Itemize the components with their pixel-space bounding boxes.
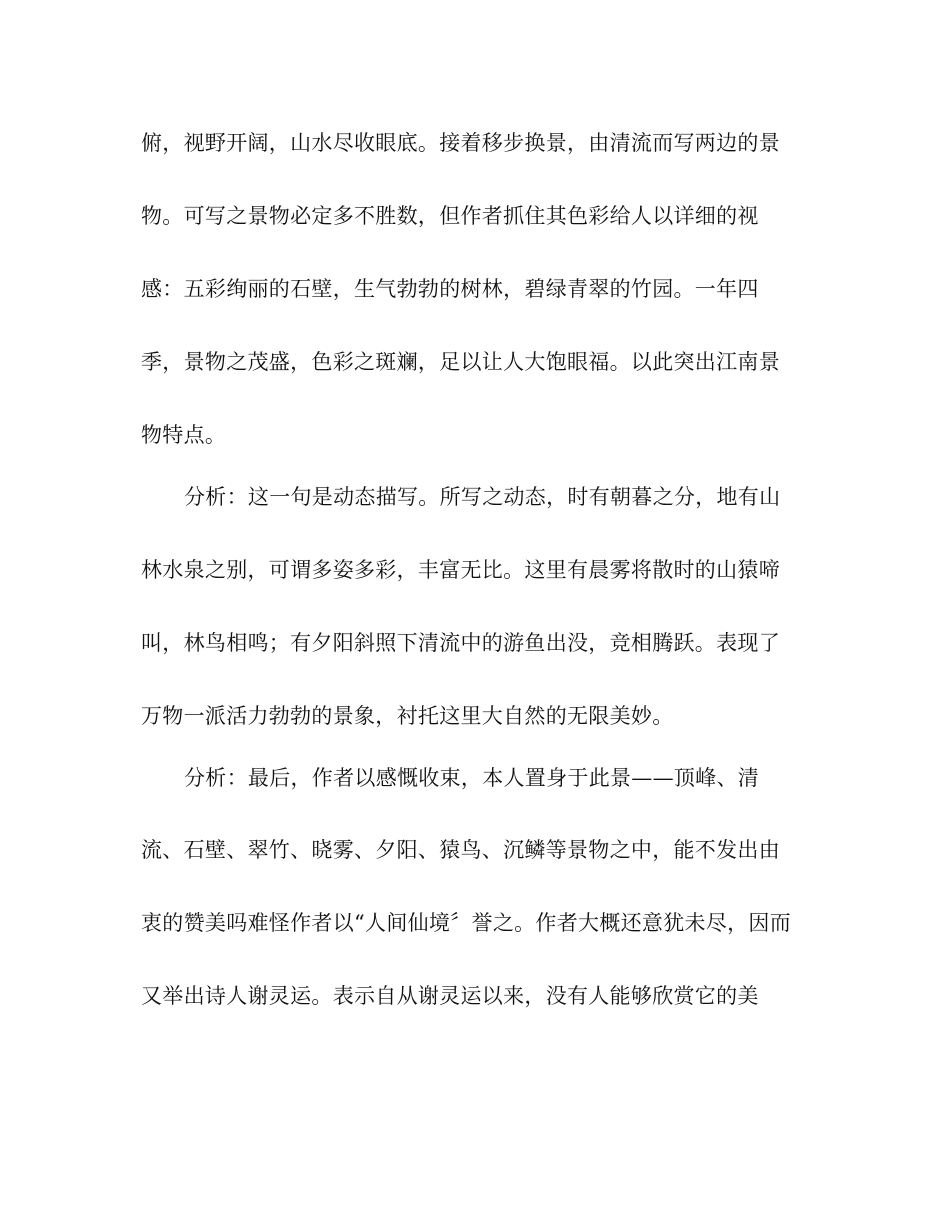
paragraph-start-line: 分析：最后，作者以感慨收束，本人置身于此景——顶峰、清 [184,766,760,790]
text-line: 万物一派活力勃勃的景象，衬托这里大自然的无限美妙。 [141,704,674,728]
text-line: 感：五彩绚丽的石壁，生气勃勃的树林，碧绿青翠的竹园。一年四 [141,277,759,301]
text-line: 季，景物之茂盛，色彩之斑斓，足以让人大饱眼福。以此突出江南景 [141,350,780,374]
text-line: 流、石壁、翠竹、晓雾、夕阳、猿鸟、沉鳞等景物之中，能不发出由 [141,838,780,862]
paragraph-start-line: 分析：这一句是动态描写。所写之动态，时有朝暮之分，地有山 [184,485,781,509]
text-line: 衷的赞美吗难怪作者以“人间仙境〞誉之。作者大概还意犹未尽，因而 [141,911,792,935]
text-line: 林水泉之别，可谓多姿多彩，丰富无比。这里有晨雾将散时的山猿啼 [141,558,780,582]
text-line: 俯，视野开阔，山水尽收眼底。接着移步换景，由清流而写两边的景 [141,131,780,155]
text-line: 又举出诗人谢灵运。表示自从谢灵运以来，没有人能够欣赏它的美 [141,984,759,1008]
text-line: 叫，林鸟相鸣；有夕阳斜照下清流中的游鱼出没，竞相腾跃。表现了 [141,631,780,655]
text-line: 物特点。 [141,423,227,447]
text-line: 物。可写之景物必定多不胜数，但作者抓住其色彩给人以详细的视 [141,204,759,228]
